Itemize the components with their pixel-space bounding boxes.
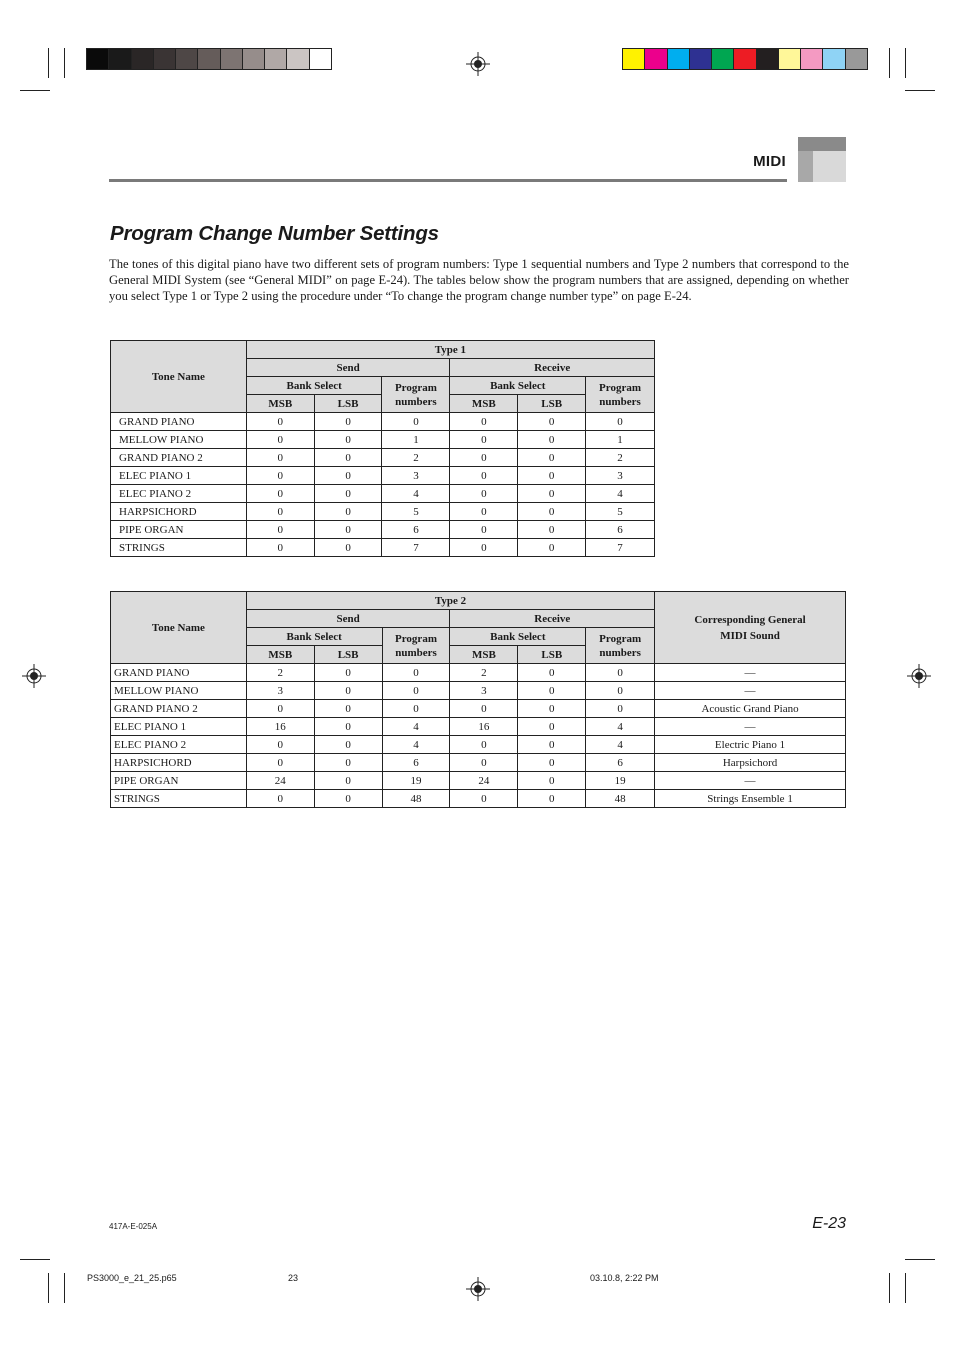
tone-name-cell: GRAND PIANO — [111, 413, 247, 431]
gm-sound-cell: Acoustic Grand Piano — [655, 700, 846, 718]
value-cell: 19 — [382, 772, 450, 790]
value-cell: 0 — [246, 754, 314, 772]
file-name: PS3000_e_21_25.p65 — [87, 1273, 177, 1283]
value-cell: 0 — [314, 718, 382, 736]
bank-select-header: Bank Select — [246, 628, 382, 646]
value-cell: 4 — [586, 485, 655, 503]
color-swatch — [309, 49, 331, 69]
value-cell: 6 — [382, 754, 450, 772]
tone-name-cell: STRINGS — [111, 539, 247, 557]
bank-select-header: Bank Select — [450, 377, 586, 395]
value-cell: 4 — [586, 718, 655, 736]
color-swatch — [623, 49, 644, 69]
lsb-header: LSB — [518, 646, 586, 664]
value-cell: 0 — [382, 700, 450, 718]
color-swatch — [197, 49, 219, 69]
registration-mark-icon — [22, 664, 46, 688]
msb-header: MSB — [246, 646, 314, 664]
value-cell: 0 — [314, 736, 382, 754]
value-cell: 0 — [246, 521, 314, 539]
table-row — [111, 539, 655, 557]
tone-name-cell: MELLOW PIANO — [111, 682, 247, 700]
value-cell: 19 — [586, 772, 655, 790]
page-number: E-23 — [812, 1215, 846, 1232]
table-row — [111, 449, 655, 467]
value-cell: 6 — [382, 521, 450, 539]
gm-sound-cell: — — [655, 718, 846, 736]
value-cell: 5 — [586, 503, 655, 521]
value-cell: 24 — [450, 772, 518, 790]
value-cell: 2 — [246, 664, 314, 682]
value-cell: 0 — [382, 682, 450, 700]
color-swatch — [845, 49, 867, 69]
color-swatch — [778, 49, 800, 69]
registration-mark-icon — [466, 52, 490, 76]
gm-sound-cell: Electric Piano 1 — [655, 736, 846, 754]
tone-name-cell: GRAND PIANO 2 — [111, 700, 247, 718]
color-swatch — [153, 49, 175, 69]
value-cell: 0 — [518, 539, 586, 557]
value-cell: 0 — [518, 467, 586, 485]
value-cell: 16 — [450, 718, 518, 736]
value-cell: 0 — [246, 503, 314, 521]
type2-table — [110, 591, 846, 808]
type1-table — [110, 340, 655, 557]
color-swatch — [822, 49, 844, 69]
value-cell: 0 — [450, 521, 518, 539]
value-cell: 3 — [246, 682, 314, 700]
color-swatch — [131, 49, 153, 69]
value-cell: 3 — [382, 467, 450, 485]
color-swatch — [286, 49, 308, 69]
value-cell: 0 — [314, 467, 382, 485]
table-row — [111, 700, 846, 718]
value-cell: 0 — [518, 503, 586, 521]
color-swatch — [689, 49, 711, 69]
value-cell: 0 — [246, 700, 314, 718]
color-swatch — [175, 49, 197, 69]
print-datetime: 03.10.8, 2:22 PM — [590, 1273, 659, 1283]
value-cell: 0 — [518, 754, 586, 772]
tone-name-cell: HARPSICHORD — [111, 503, 247, 521]
value-cell: 0 — [586, 700, 655, 718]
value-cell: 0 — [450, 790, 518, 808]
intro-paragraph: The tones of this digital piano have two different sets of program numbers: Type 1 sequential numbers and Type 2 numbers that correspond to the General MIDI System (see “General MIDI” on page E-24). The tables below show the program numbers that are assigned, depending on whether you select Type 1 or Type 2 using the procedure under “To change the program change number type” on page E-24. — [109, 257, 849, 303]
page-title: Program Change Number Settings — [110, 222, 439, 245]
color-swatch — [264, 49, 286, 69]
header-rule — [109, 179, 787, 182]
value-cell: 1 — [382, 431, 450, 449]
value-cell: 0 — [314, 700, 382, 718]
table-row — [111, 521, 655, 539]
value-cell: 0 — [314, 539, 382, 557]
type-header: Type 1 — [246, 341, 654, 359]
gm-sound-cell: Strings Ensemble 1 — [655, 790, 846, 808]
tone-name-cell: HARPSICHORD — [111, 754, 247, 772]
table-row — [111, 413, 655, 431]
crop-mark — [64, 1273, 65, 1303]
crop-mark — [48, 1273, 49, 1303]
value-cell: 0 — [450, 539, 518, 557]
corresponding-sound-header: Corresponding General MIDI Sound — [655, 592, 846, 664]
value-cell: 4 — [382, 485, 450, 503]
program-numbers-header: Program numbers — [586, 377, 655, 413]
value-cell: 4 — [382, 718, 450, 736]
value-cell: 48 — [586, 790, 655, 808]
value-cell: 0 — [246, 413, 314, 431]
value-cell: 0 — [518, 718, 586, 736]
value-cell: 0 — [246, 485, 314, 503]
tone-name-cell: ELEC PIANO 2 — [111, 736, 247, 754]
value-cell: 0 — [450, 467, 518, 485]
color-swatch — [800, 49, 822, 69]
color-swatch — [87, 49, 108, 69]
value-cell: 0 — [246, 736, 314, 754]
value-cell: 2 — [586, 449, 655, 467]
crop-mark — [905, 1273, 906, 1303]
grayscale-bar — [86, 48, 332, 70]
bank-select-header: Bank Select — [450, 628, 586, 646]
msb-header: MSB — [450, 646, 518, 664]
value-cell: 3 — [586, 467, 655, 485]
value-cell: 0 — [314, 485, 382, 503]
lsb-header: LSB — [314, 395, 382, 413]
tone-name-cell: ELEC PIANO 1 — [111, 718, 247, 736]
crop-mark — [905, 90, 935, 91]
tone-name-header: Tone Name — [111, 341, 247, 413]
program-numbers-header: Program numbers — [586, 628, 655, 664]
table-row — [111, 736, 846, 754]
color-swatch — [711, 49, 733, 69]
value-cell: 7 — [382, 539, 450, 557]
value-cell: 5 — [382, 503, 450, 521]
crop-mark — [889, 48, 890, 78]
color-swatch — [220, 49, 242, 69]
tone-name-cell: STRINGS — [111, 790, 247, 808]
value-cell: 0 — [246, 431, 314, 449]
value-cell: 48 — [382, 790, 450, 808]
value-cell: 0 — [518, 736, 586, 754]
table-row — [111, 790, 846, 808]
crop-mark — [905, 1259, 935, 1260]
value-cell: 0 — [246, 449, 314, 467]
value-cell: 0 — [586, 682, 655, 700]
tone-name-cell: ELEC PIANO 1 — [111, 467, 247, 485]
receive-header: Receive — [450, 610, 655, 628]
value-cell: 0 — [450, 449, 518, 467]
value-cell: 0 — [314, 664, 382, 682]
value-cell: 0 — [314, 449, 382, 467]
program-numbers-header: Program numbers — [382, 377, 450, 413]
value-cell: 0 — [450, 485, 518, 503]
color-bar — [622, 48, 868, 70]
value-cell: 0 — [518, 449, 586, 467]
table-row — [111, 431, 655, 449]
value-cell: 0 — [518, 521, 586, 539]
value-cell: 0 — [314, 431, 382, 449]
table-row — [111, 772, 846, 790]
table-row — [111, 503, 655, 521]
value-cell: 0 — [586, 413, 655, 431]
value-cell: 0 — [382, 413, 450, 431]
msb-header: MSB — [246, 395, 314, 413]
value-cell: 6 — [586, 754, 655, 772]
section-title: MIDI — [753, 153, 786, 170]
crop-mark — [905, 48, 906, 78]
table-row — [111, 664, 846, 682]
color-swatch — [756, 49, 778, 69]
registration-mark-icon — [907, 664, 931, 688]
color-swatch — [108, 49, 130, 69]
crop-mark — [64, 48, 65, 78]
table-row — [111, 718, 846, 736]
value-cell: 1 — [586, 431, 655, 449]
value-cell: 0 — [382, 664, 450, 682]
value-cell: 0 — [450, 431, 518, 449]
value-cell: 0 — [314, 772, 382, 790]
gm-sound-cell: — — [655, 664, 846, 682]
value-cell: 4 — [586, 736, 655, 754]
bank-select-header: Bank Select — [246, 377, 382, 395]
value-cell: 0 — [246, 539, 314, 557]
sheet-number: 23 — [288, 1273, 299, 1283]
send-header: Send — [246, 359, 450, 377]
tone-name-cell: GRAND PIANO 2 — [111, 449, 247, 467]
value-cell: 0 — [450, 413, 518, 431]
gm-sound-cell: — — [655, 682, 846, 700]
value-cell: 0 — [314, 521, 382, 539]
value-cell: 0 — [314, 682, 382, 700]
value-cell: 6 — [586, 521, 655, 539]
gm-sound-cell: — — [655, 772, 846, 790]
color-swatch — [667, 49, 689, 69]
receive-header: Receive — [450, 359, 655, 377]
value-cell: 3 — [450, 682, 518, 700]
value-cell: 0 — [518, 790, 586, 808]
doc-code: 417A-E-025A — [109, 1222, 158, 1231]
value-cell: 0 — [246, 790, 314, 808]
color-swatch — [242, 49, 264, 69]
value-cell: 7 — [586, 539, 655, 557]
table-row — [111, 485, 655, 503]
value-cell: 0 — [518, 682, 586, 700]
value-cell: 2 — [382, 449, 450, 467]
value-cell: 0 — [518, 664, 586, 682]
gm-sound-cell: Harpsichord — [655, 754, 846, 772]
crop-mark — [20, 90, 50, 91]
section-tab — [798, 151, 813, 182]
tone-name-cell: GRAND PIANO — [111, 664, 247, 682]
value-cell: 0 — [314, 503, 382, 521]
crop-mark — [48, 48, 49, 78]
tone-name-cell: ELEC PIANO 2 — [111, 485, 247, 503]
lsb-header: LSB — [314, 646, 382, 664]
type-header: Type 2 — [246, 592, 654, 610]
color-swatch — [733, 49, 755, 69]
value-cell: 0 — [518, 431, 586, 449]
value-cell: 0 — [518, 485, 586, 503]
value-cell: 0 — [314, 790, 382, 808]
value-cell: 2 — [450, 664, 518, 682]
table-row — [111, 682, 846, 700]
value-cell: 0 — [246, 467, 314, 485]
value-cell: 24 — [246, 772, 314, 790]
send-header: Send — [246, 610, 450, 628]
value-cell: 0 — [518, 413, 586, 431]
value-cell: 0 — [450, 754, 518, 772]
table-row — [111, 754, 846, 772]
crop-mark — [20, 1259, 50, 1260]
lsb-header: LSB — [518, 395, 586, 413]
registration-mark-icon — [466, 1277, 490, 1301]
value-cell: 0 — [450, 503, 518, 521]
table-row — [111, 467, 655, 485]
value-cell: 0 — [586, 664, 655, 682]
value-cell: 0 — [518, 772, 586, 790]
value-cell: 4 — [382, 736, 450, 754]
tone-name-cell: MELLOW PIANO — [111, 431, 247, 449]
value-cell: 0 — [314, 413, 382, 431]
tone-name-header: Tone Name — [111, 592, 247, 664]
value-cell: 0 — [450, 736, 518, 754]
crop-mark — [889, 1273, 890, 1303]
program-numbers-header: Program numbers — [382, 628, 450, 664]
value-cell: 0 — [518, 700, 586, 718]
value-cell: 0 — [450, 700, 518, 718]
value-cell: 0 — [314, 754, 382, 772]
msb-header: MSB — [450, 395, 518, 413]
color-swatch — [644, 49, 666, 69]
value-cell: 16 — [246, 718, 314, 736]
tone-name-cell: PIPE ORGAN — [111, 521, 247, 539]
tone-name-cell: PIPE ORGAN — [111, 772, 247, 790]
section-tab — [813, 151, 846, 182]
